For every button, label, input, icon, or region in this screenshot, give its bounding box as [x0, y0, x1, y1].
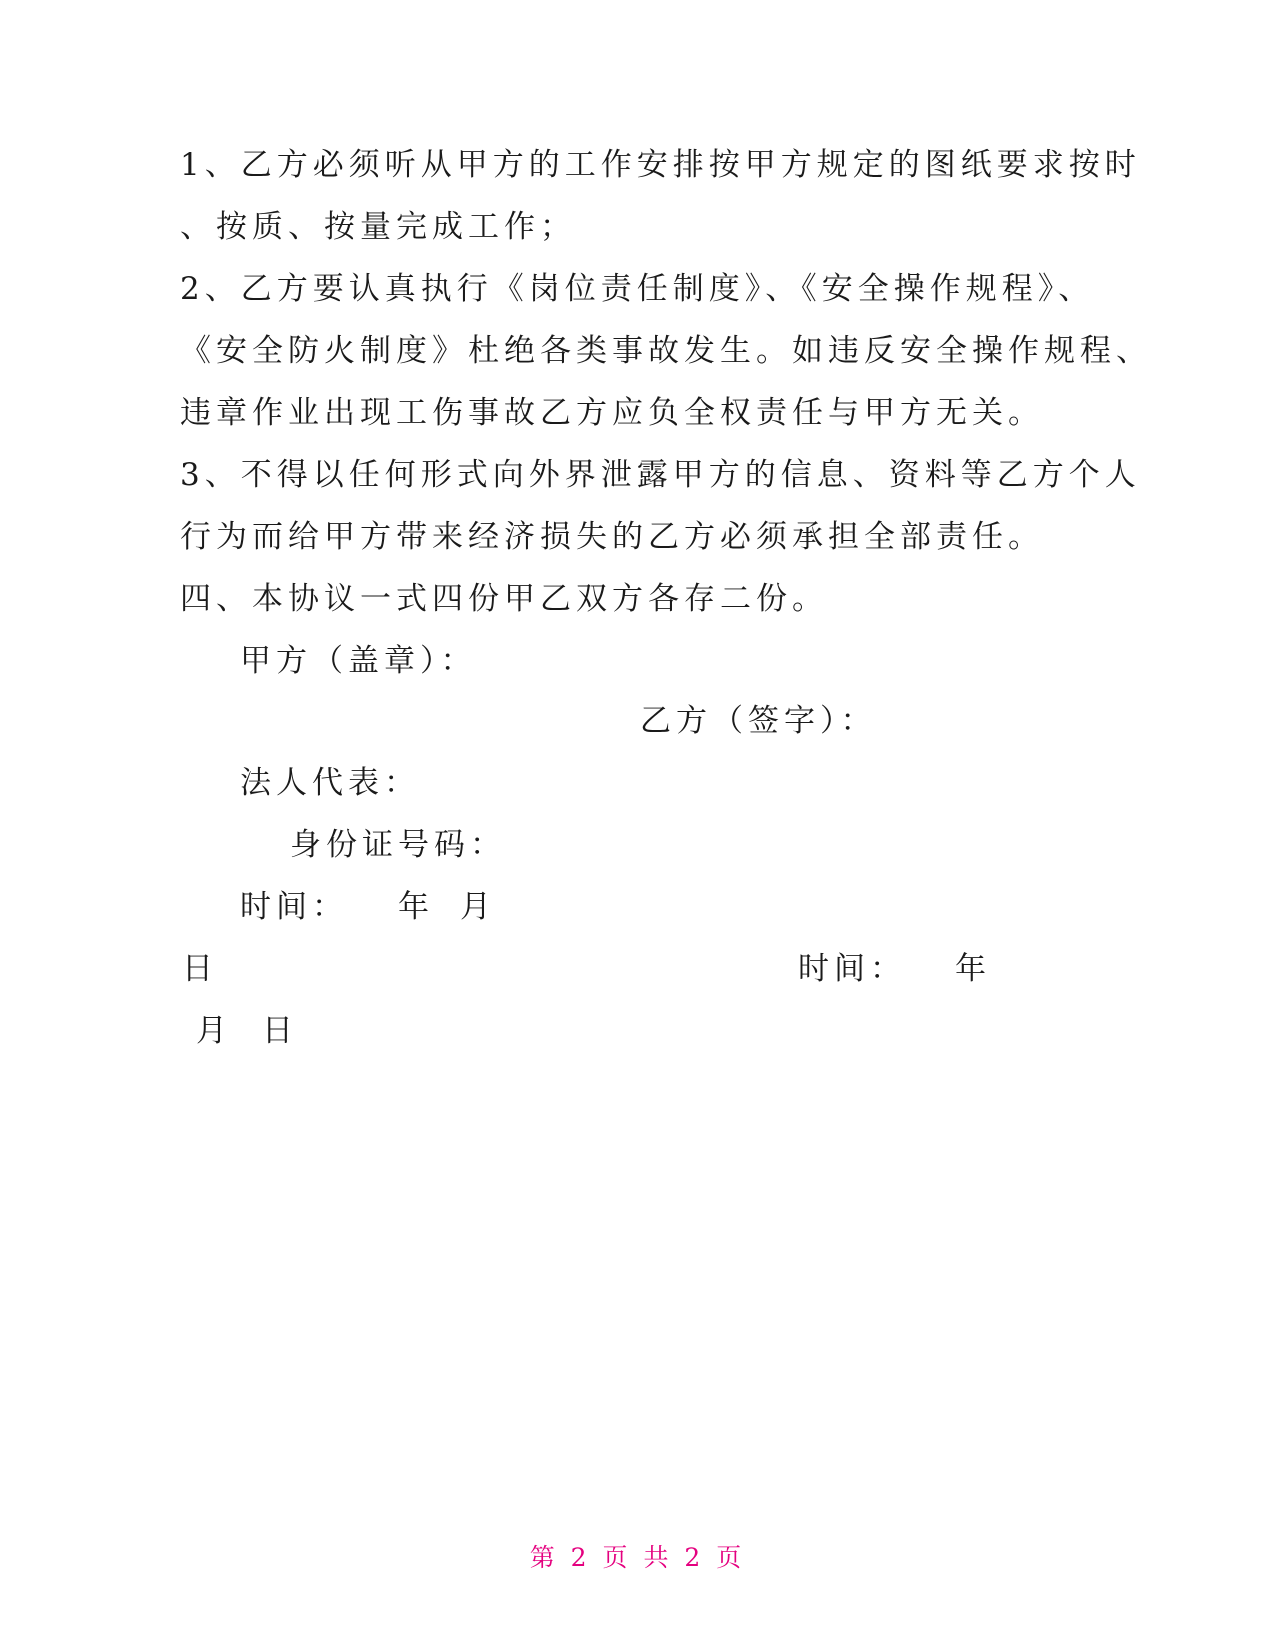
- clause-2-line-1: 2、乙方要认真执行《岗位责任制度》、《安全操作规程》、: [180, 271, 1095, 307]
- party-a-time-year: 年: [398, 889, 434, 925]
- clause-3-line-1: 3、不得以任何形式向外界泄露甲方的信息、资料等乙方个人: [180, 457, 1141, 493]
- party-b-time-day: 日: [262, 1013, 298, 1049]
- clause-4-line: 四、本协议一式四份甲乙双方各存二份。: [180, 581, 828, 617]
- legal-rep-label: 法人代表：: [240, 765, 420, 801]
- footer-page-number: 2: [570, 1543, 591, 1572]
- footer-total-pages: 2: [684, 1543, 705, 1572]
- party-b-sign-label: 乙方（签字）：: [640, 703, 877, 739]
- party-a-time-day: 日: [182, 951, 218, 987]
- clause-2-line-3: 违章作业出现工伤事故乙方应负全权责任与甲方无关。: [180, 395, 1044, 431]
- party-a-seal-label: 甲方（盖章）：: [240, 643, 477, 679]
- clause-1-line-1: 1、乙方必须听从甲方的工作安排按甲方规定的图纸要求按时: [180, 147, 1141, 183]
- party-b-time-label: 时间：: [798, 951, 906, 987]
- party-b-time-month: 月: [196, 1013, 232, 1049]
- party-a-time-label: 时间：: [240, 889, 348, 925]
- party-b-time-year: 年: [955, 951, 991, 987]
- clause-1-line-2: 、按质、按量完成工作；: [180, 209, 576, 245]
- footer-suffix: 页: [716, 1543, 746, 1572]
- id-number-label: 身份证号码：: [290, 827, 506, 863]
- page-footer: [0, 1543, 1275, 1573]
- footer-prefix: 第: [529, 1543, 559, 1572]
- footer-middle: 页 共: [602, 1543, 673, 1572]
- party-a-time-month: 月: [460, 889, 496, 925]
- clause-3-line-2: 行为而给甲方带来经济损失的乙方必须承担全部责任。: [180, 519, 1044, 555]
- clause-2-line-2: 《安全防火制度》杜绝各类事故发生。如违反安全操作规程、: [180, 333, 1152, 369]
